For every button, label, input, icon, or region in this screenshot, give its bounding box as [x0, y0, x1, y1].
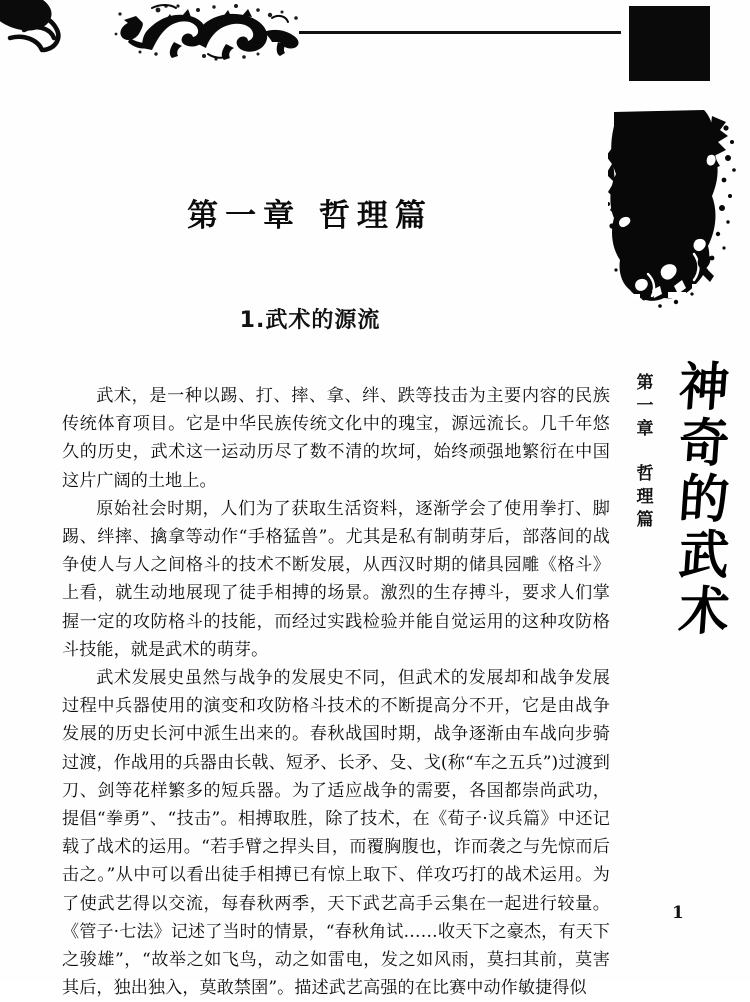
book-title-char: 术: [676, 580, 732, 642]
body-paragraph: 原始社会时期，人们为了获取生活资料，逐渐学会了使用拳打、脚踢、绊摔、擒拿等动作“手格猛兽”。尤其是私有制萌芽后，部落间的战争使人与人之间格斗的技术不断发展，从西汉时期的储具园雕《格斗》上看，就生动地展现了徒手相搏的场景。激烈的生存搏斗，要求人们掌握一定的攻防格斗的技能，而经过实践检验并能自觉运用的这种攻防格斗技能，就是武术的萌芽。: [62, 498, 610, 660]
book-title-char: 奇: [676, 412, 732, 474]
body-paragraph: 武术，是一种以踢、打、摔、拿、绊、跌等技击为主要内容的民族传统体育项目。它是中华民族传统文化中的瑰宝，源远流长。几千年悠久的历史，武术这一运动历尽了数不清的坎坷，始终顽强地繁衍在中国这片广阔的土地上。: [62, 386, 610, 491]
running-head-chapter: 第一章: [636, 373, 654, 439]
section-title: 1.武术的源流: [239, 308, 381, 333]
running-head-section: 哲理篇: [636, 464, 654, 530]
page-title: 第一章 哲理篇: [187, 198, 433, 234]
body-text-column: [62, 382, 610, 1002]
body-paragraph: 武术发展史虽然与战争的发展史不同，但武术的发展却和战争发展过程中兵器使用的演变和攻防格斗技术的不断提高分不开，它是由战争发展的历史长河中派生出来的。春秋战国时期，战争逐渐由车战向步骑过渡，作战用的兵器由长戟、短矛、长矛、殳、戈(称“车之五兵”)过渡到刀、剑等花样繁多的短兵器。为了适应战争的需要，各国都崇尚武功，提倡“拳勇”、“技击”。相搏取胜，除了技术，在《荀子·议兵篇》中还记载了战术的运用。“若手臂之捍头目，而覆胸腹也，诈而袭之与先惊而后击之。”从中可以看出徒手相搏已有惊上取下、佯攻巧打的战术运用。为了使武艺得以交流，每春秋两季，天下武艺高手云集在一起进行较量。《管子·七法》记述了当时的情景，“春秋角试……收天下之豪杰，有天下之骏雄”，“故举之如飞鸟，动之如雷电，发之如风雨，莫扫其前，莫害其后，独出独入，莫敢禁圉”。描述武艺高强的在比赛中动作敏捷得似: [62, 668, 610, 999]
running-head-vertical: [632, 372, 658, 532]
ink-brush-block: [608, 108, 740, 333]
running-head-spacer: [632, 441, 658, 463]
book-title-vertical: [666, 356, 742, 642]
book-title-char: 武: [676, 524, 732, 586]
page-number: 1: [672, 903, 684, 923]
horizontal-rule: [299, 31, 621, 34]
solid-black-square: [629, 6, 710, 81]
book-title-char: 神: [676, 356, 732, 418]
cloud-wave-ornament: [0, 0, 114, 68]
book-title-char: 的: [676, 468, 732, 530]
chinese-dragon-ornament: [112, 2, 308, 64]
